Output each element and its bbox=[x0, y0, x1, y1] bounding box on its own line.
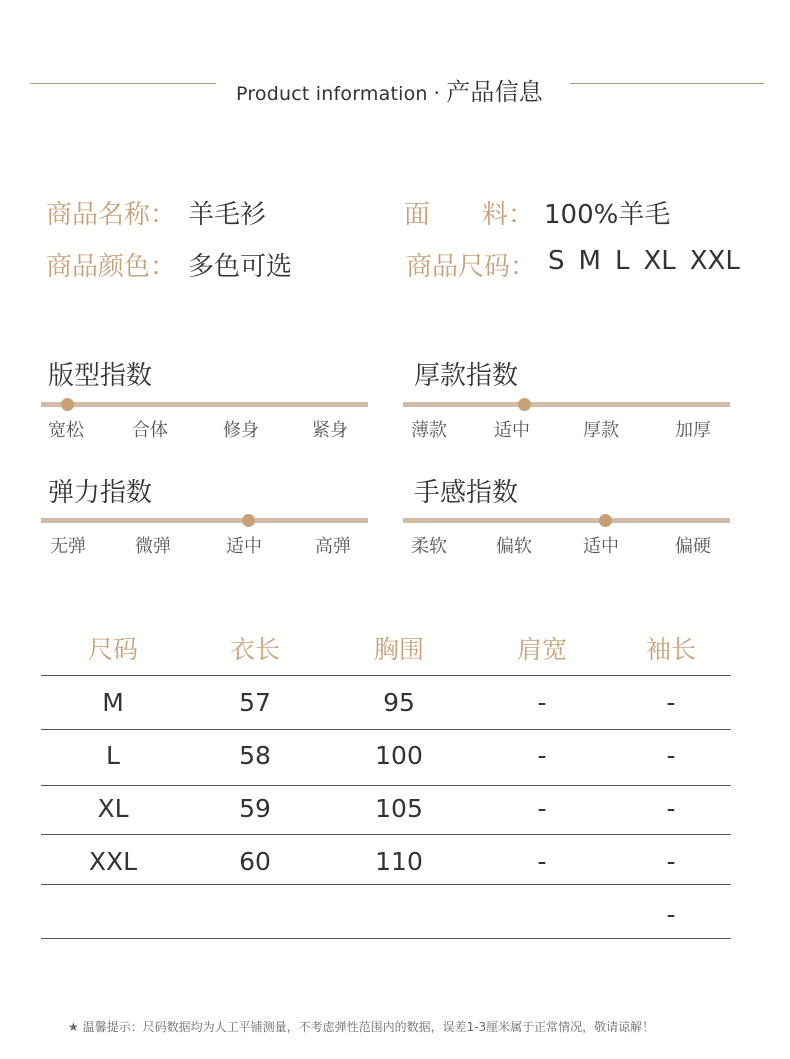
title-en: Product information bbox=[236, 83, 428, 105]
table-divider bbox=[41, 938, 731, 939]
size-list bbox=[548, 246, 740, 276]
table-cell: - bbox=[537, 688, 547, 717]
table-cell: 100 bbox=[375, 741, 423, 770]
footer-note: ★ 温馨提示：尺码数据均为人工平铺测量，不考虑弹性范围内的数据，误差1-3厘米属于正常情况，敬请谅解！ bbox=[68, 1020, 655, 1034]
thickness-option: 加厚 bbox=[675, 420, 711, 441]
header-left-rule bbox=[30, 83, 216, 84]
name-label: 商品名称： bbox=[46, 200, 177, 230]
table-cell: - bbox=[666, 847, 676, 876]
table-cell: M bbox=[102, 688, 124, 717]
fit-index-bar bbox=[41, 402, 368, 407]
table-cell: 60 bbox=[239, 847, 271, 876]
thickness-index-bar bbox=[403, 402, 730, 407]
table-cell: - bbox=[537, 847, 547, 876]
elasticity-option: 无弹 bbox=[50, 536, 86, 557]
table-cell: 105 bbox=[375, 794, 423, 823]
table-cell: - bbox=[666, 794, 676, 823]
table-cell: 110 bbox=[375, 847, 423, 876]
elasticity-option: 微弹 bbox=[135, 536, 171, 557]
fit-index-title: 版型指数 bbox=[48, 361, 153, 391]
thickness-option: 薄款 bbox=[411, 420, 447, 441]
color-label: 商品颜色： bbox=[46, 252, 177, 282]
table-header-sleeve: 袖长 bbox=[645, 635, 696, 664]
table-cell: - bbox=[666, 741, 676, 770]
size-label: 商品尺码： bbox=[406, 252, 537, 282]
hand-feel-index-marker bbox=[599, 514, 612, 527]
page-title bbox=[236, 72, 543, 107]
size-option: XL bbox=[643, 246, 676, 276]
fit-option: 宽松 bbox=[48, 420, 84, 441]
elasticity-option: 高弹 bbox=[315, 536, 351, 557]
material-label: 面 料： bbox=[404, 200, 535, 230]
table-cell: L bbox=[106, 741, 120, 770]
table-cell: - bbox=[666, 900, 676, 929]
thickness-option: 厚款 bbox=[583, 420, 619, 441]
fit-option: 修身 bbox=[223, 420, 259, 441]
table-cell: XL bbox=[97, 794, 129, 823]
table-cell: - bbox=[537, 794, 547, 823]
table-divider bbox=[41, 884, 731, 885]
table-divider bbox=[41, 675, 731, 676]
header-right-rule bbox=[570, 83, 764, 84]
hand-feel-index-bar bbox=[403, 518, 730, 523]
thickness-index-marker bbox=[518, 398, 531, 411]
table-cell: 59 bbox=[239, 794, 271, 823]
table-cell: - bbox=[666, 688, 676, 717]
table-cell: 95 bbox=[383, 688, 415, 717]
table-header-shoulder: 肩宽 bbox=[516, 635, 567, 664]
material-value: 100%羊毛 bbox=[544, 200, 671, 230]
fit-option: 紧身 bbox=[312, 420, 348, 441]
hand-feel-option: 偏软 bbox=[496, 536, 532, 557]
thickness-option: 适中 bbox=[494, 420, 530, 441]
elasticity-option: 适中 bbox=[226, 536, 262, 557]
hand-feel-option: 适中 bbox=[583, 536, 619, 557]
size-option: L bbox=[614, 246, 630, 276]
size-option: M bbox=[578, 246, 601, 276]
table-divider bbox=[41, 834, 731, 835]
elasticity-index-marker bbox=[242, 514, 255, 527]
name-value: 羊毛衫 bbox=[188, 200, 267, 230]
color-value: 多色可选 bbox=[188, 252, 293, 282]
elasticity-index-title: 弹力指数 bbox=[48, 478, 153, 508]
fit-index-marker bbox=[61, 398, 74, 411]
title-zh: 产品信息 bbox=[446, 78, 544, 106]
thickness-index-title: 厚款指数 bbox=[414, 361, 519, 391]
table-cell: XXL bbox=[88, 847, 138, 876]
table-cell: 57 bbox=[239, 688, 271, 717]
hand-feel-index-title: 手感指数 bbox=[414, 478, 519, 508]
elasticity-index-bar bbox=[41, 518, 368, 523]
table-cell: 58 bbox=[239, 741, 271, 770]
table-header-length: 衣长 bbox=[229, 635, 280, 664]
table-header-chest: 胸围 bbox=[373, 635, 424, 664]
table-header-size: 尺码 bbox=[87, 635, 138, 664]
size-option: XXL bbox=[689, 246, 740, 276]
title-separator: · bbox=[433, 81, 441, 105]
table-cell: - bbox=[537, 741, 547, 770]
table-divider bbox=[41, 785, 731, 786]
fit-option: 合体 bbox=[132, 420, 168, 441]
size-option: S bbox=[548, 246, 565, 276]
hand-feel-option: 柔软 bbox=[411, 536, 447, 557]
hand-feel-option: 偏硬 bbox=[675, 536, 711, 557]
table-divider bbox=[41, 729, 731, 730]
